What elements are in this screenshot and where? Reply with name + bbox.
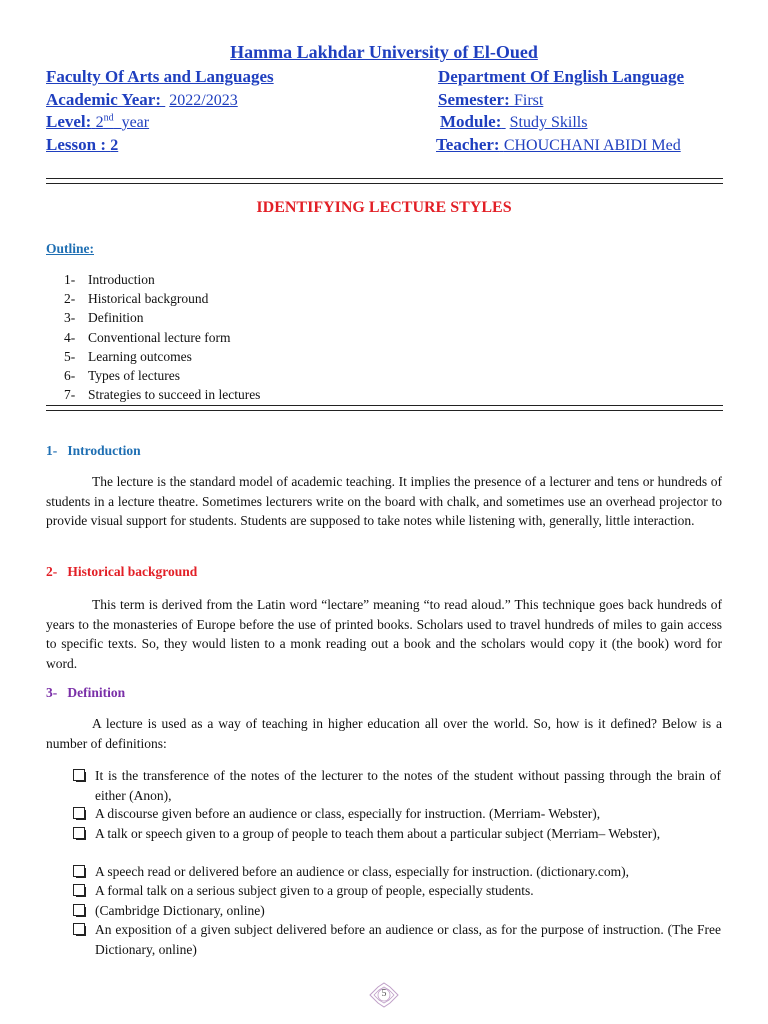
outline-item-text: Types of lectures [88, 368, 181, 383]
lesson-title: IDENTIFYING LECTURE STYLES [256, 199, 512, 216]
semester [438, 90, 543, 110]
academic-year-value: 2022/2023 [169, 92, 238, 109]
definition-bullet [95, 862, 721, 882]
university-name: Hamma Lakhdar University of El-Oued [230, 42, 538, 62]
definition-bullet-text: A talk or speech given to a group of people to teach them about a particular subject (Merriam– Webster), [95, 826, 661, 841]
outline-item [0, 272, 768, 291]
outline-item-number: 3- [64, 310, 76, 325]
checkbox-bullet-icon [73, 769, 85, 781]
lesson [46, 135, 118, 155]
definition-bullet-text: (Cambridge Dictionary, online) [95, 903, 265, 918]
outline-item-number: 1- [64, 272, 76, 287]
introduction-heading: 1- Introduction [46, 443, 141, 458]
outline-heading: Outline: [46, 241, 95, 256]
outline-item-text: Learning outcomes [88, 349, 192, 364]
outline-item-text: Historical background [88, 291, 209, 306]
definition-bullet-text: A speech read or delivered before an audience or class, especially for instruction. (dictionary.com), [95, 864, 630, 879]
introduction-paragraph [46, 472, 722, 531]
definition-bullet-text: An exposition of a given subject delivered before an audience or class, as for the purpose of instruction. (The Free Dictionary, online) [95, 922, 721, 957]
level-unit: year [121, 114, 150, 131]
definition-bullet [95, 901, 721, 921]
outline-item-number: 7- [64, 387, 76, 402]
outline-divider [46, 405, 723, 411]
historical-background-paragraph [46, 595, 722, 673]
outline-item [0, 310, 768, 329]
definition-bullet [95, 920, 721, 959]
definition-bullet [95, 881, 721, 901]
definition-bullet-text: It is the transference of the notes of the lecturer to the notes of the student without passing through the brain of either (Anon), [95, 768, 721, 803]
lesson-label: Lesson : [46, 135, 106, 154]
checkbox-bullet-icon [73, 923, 85, 935]
outline-item-number: 2- [64, 291, 76, 306]
level-label: Level: [46, 112, 92, 131]
outline-item [0, 349, 768, 368]
definition-paragraph [46, 714, 722, 753]
checkbox-bullet-icon [73, 807, 85, 819]
page-number-ornament [364, 980, 404, 1010]
outline-item-text: Strategies to succeed in lectures [88, 387, 261, 402]
academic-year [46, 90, 238, 110]
definition-bullet [95, 804, 721, 824]
outline-item-number: 6- [64, 368, 76, 383]
definition-bullet [95, 824, 721, 844]
definition-bullet [95, 766, 721, 805]
checkbox-bullet-icon [73, 827, 85, 839]
semester-value: First [514, 92, 544, 109]
academic-year-label: Academic Year: [46, 90, 162, 109]
module-label: Module: [440, 112, 502, 131]
checkbox-bullet-icon [73, 865, 85, 877]
teacher-label: Teacher: [436, 135, 500, 154]
level-number: 2 [95, 114, 104, 131]
outline-item-text: Definition [88, 310, 144, 325]
definition-bullet-text: A discourse given before an audience or class, especially for instruction. (Merriam- Webster), [95, 806, 601, 821]
outline-item [0, 291, 768, 310]
definition-heading: 3- Definition [46, 685, 126, 700]
outline-item [0, 368, 768, 387]
lesson-value: 2 [110, 137, 119, 154]
teacher-value: CHOUCHANI ABIDI Med [503, 137, 681, 154]
outline-item-number: 5- [64, 349, 76, 364]
outline-item-number: 4- [64, 330, 76, 345]
checkbox-bullet-icon [73, 904, 85, 916]
level-value [96, 114, 150, 131]
introduction-text: The lecture is the standard model of academic teaching. It implies the presence of a lecturer and tens or hundreds of students in a lecture theatre. Sometimes lecturers write on the board with chalk, and sometimes use an overhead projector to provide visual support for students. Students are supposed to take notes while listening with, generally, little interaction. [46, 474, 722, 528]
outline-item-text: Conventional lecture form [88, 330, 231, 345]
module-value: Study Skills [509, 114, 588, 131]
outline-item [0, 330, 768, 349]
department-name: Department Of English Language [438, 67, 685, 86]
level-ordinal: nd [103, 112, 114, 124]
outline-item-text: Introduction [88, 272, 155, 287]
historical-background-heading: 2- Historical background [46, 564, 198, 579]
semester-label: Semester: [438, 90, 510, 109]
checkbox-bullet-icon [73, 884, 85, 896]
definition-bullet-text: A formal talk on a serious subject given to a group of people, especially students. [95, 883, 534, 898]
teacher [436, 135, 681, 155]
definition-text: A lecture is used as a way of teaching in higher education all over the world. So, how is it defined? Below is a number of definitions: [46, 716, 722, 751]
historical-background-text: This term is derived from the Latin word “lectare” meaning “to read aloud.” This technique goes back hundreds of years to the monasteries of Europe before the use of printed books. Scholars used to travel hundreds of miles to gain access to specific texts. So, they would listen to a monk reading out a book and the scholars would copy it (the book) word for word. [46, 597, 722, 671]
module [440, 112, 587, 132]
outline-item [0, 387, 768, 406]
level [46, 112, 149, 132]
header-divider [46, 178, 723, 184]
faculty-name: Faculty Of Arts and Languages [46, 67, 274, 86]
page-number: 5 [381, 988, 387, 999]
